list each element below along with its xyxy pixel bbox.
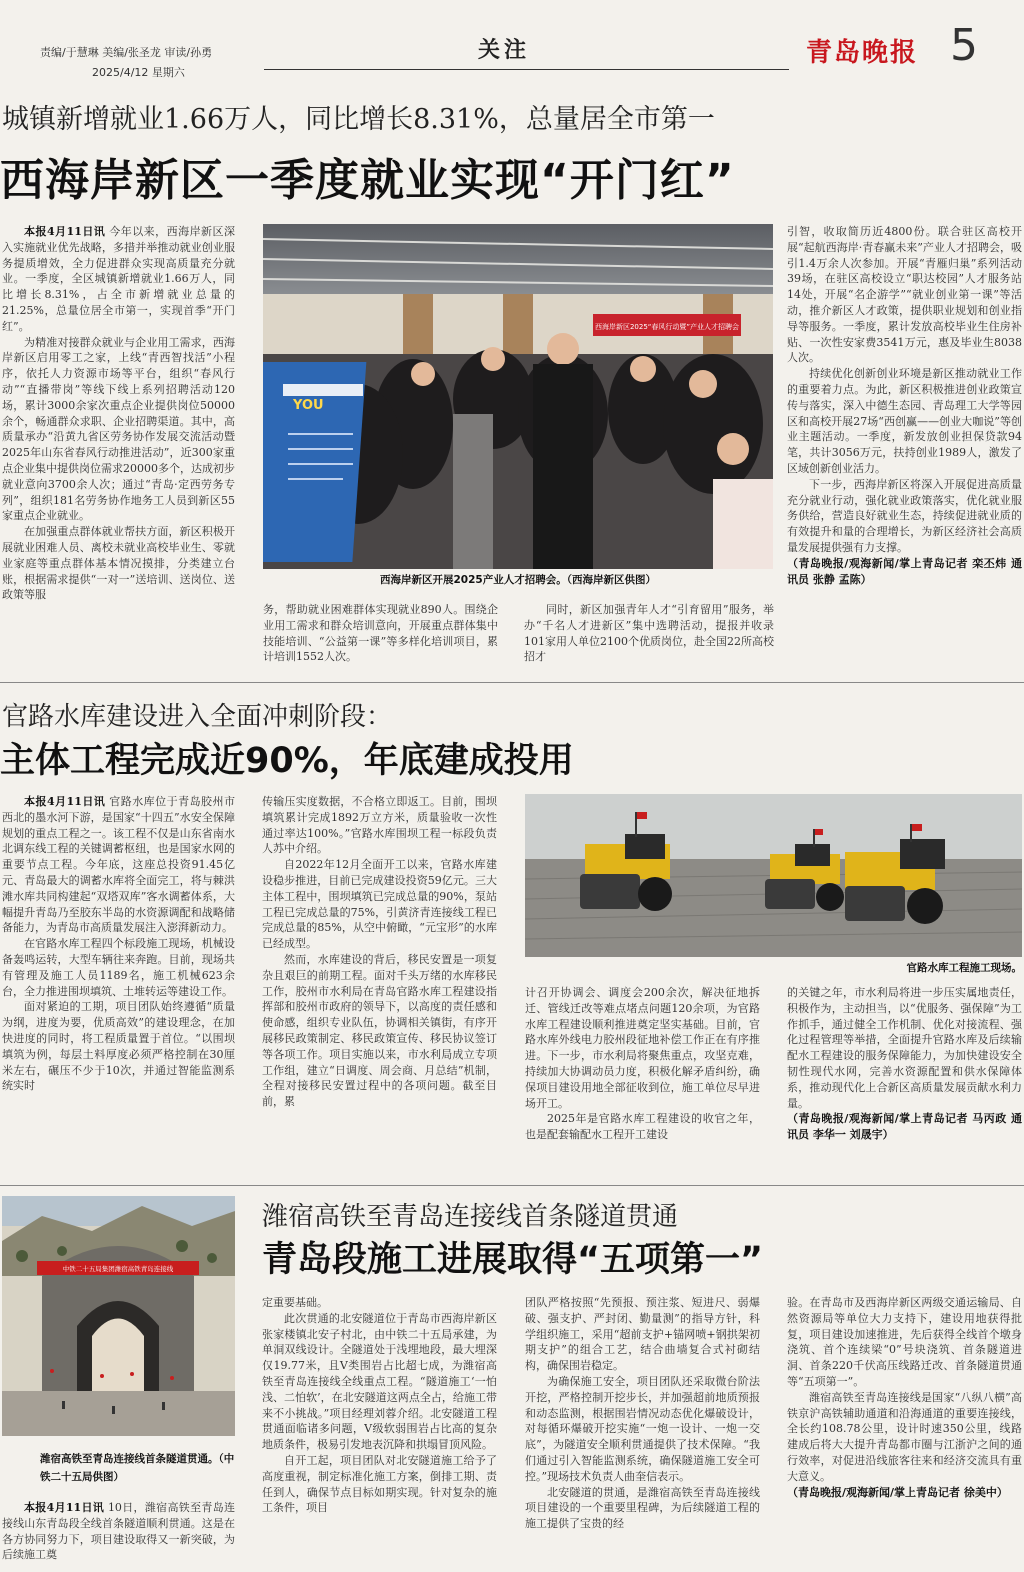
article1-kicker: 城镇新增就业1.66万人，同比增长8.31%，总量居全市第一 (2, 104, 715, 135)
article3-headline: 青岛段施工进展取得“五项第一” (262, 1240, 764, 1280)
job-fair-caption: 西海岸新区开展2025产业人才招聘会。（西海岸新区供图） (380, 574, 656, 586)
article2-byline: （青岛晚报/观海新闻/掌上青岛记者 马丙政 通讯员 李华一 刘晟宇） (787, 1112, 1022, 1142)
article1-column-3 (524, 602, 774, 670)
article1-paragraph: 务，帮助就业困难群体实现就业890人。围绕企业用工需求和群众培训意向，开展重点群体集中技能培训、“公益第一课”等多样化培训项目，累计培训1552人次。 (263, 603, 498, 664)
issue-date: 2025/4/12 星期六 (92, 66, 185, 79)
job-fair-photo (263, 224, 773, 569)
article3-column-2 (525, 1295, 760, 1572)
booth-banner-text: 西海岸新区2025“春风行动暨”产业人才招聘会 (594, 323, 740, 331)
article3-paragraph: 10日，潍宿高铁至青岛连接线山东青岛段全线首条隧道顺利贯通。这是在各方协同努力下，项目建设取得又一新突破，为后续施工奠 (2, 1501, 235, 1562)
article3-column-3 (787, 1295, 1022, 1572)
reservoir-construction-photo (525, 794, 1022, 957)
article2-column-4 (787, 985, 1022, 1175)
article1-paragraph: 在加强重点群体就业帮扶方面，新区积极开展就业困难人员、离校未就业高校毕业生、零就业家庭等重点群体基本情况摸排，分类建立台账，根据需求提供“一对一”送培训、送岗位、送政策等服 (2, 525, 235, 602)
article2-dateline: 本报4月11日讯 (24, 795, 106, 808)
article1-column-4 (787, 224, 1022, 672)
article2-column-2 (262, 794, 497, 1174)
page-number: 5 (950, 20, 978, 71)
article3-paragraph: 自开工起，项目团队对北安隧道施工给予了高度重视，制定标准化施工方案，倒排工期、责任到人，确保节点目标如期实现。针对复杂的施工条件，项目 (262, 1453, 497, 1515)
article3-paragraph: 团队严格按照“先预报、预注浆、短进尺、弱爆破、强支护、严封闭、勤量测”的指导方针，科学组织施工，采用“超前支护+锚网喷+钢拱架初期支护”的组合工艺，结合曲墙复合式衬砌结构，确保围岩稳定。 (525, 1296, 760, 1373)
article2-paragraph: 然而，水库建设的背后，移民安置是一项复杂且艰巨的前期工程。面对千头万绪的水库移民工作，胶州市水利局在青岛官路水库工程建设指挥部和胶州市政府的领导下，以高度的责任感和使命感，组织专业队伍，协调相关镇街，有序开展移民政策制定、移民政策宣传、移民协议签订等各项工作。项目实施以来，市水利局成立专项工作组，建立“日调度、周会商、月总结”机制，全程对接移民安置过程中的各项问题。截至目前，累 (262, 952, 497, 1109)
article1-column-1 (2, 224, 235, 670)
article2-kicker: 官路水库建设进入全面冲刺阶段： (2, 702, 393, 732)
article3-paragraph: 验。在青岛市及西海岸新区两级交通运输局、自然资源局等单位大力支持下，建设用地获得批复，项目建设加速推进，先后获得全线首个墩身浇筑、首个连续梁“0”号块浇筑、首条隧道进洞、首条220千伏高压线路迁改、首条隧道贯通等“五项第一”。 (787, 1296, 1022, 1388)
article1-paragraph: 引智，收取简历近4800份。联合驻区高校开展“起航西海岸·青春赢未来”产业人才招聘会，吸引1.4万余人次参加。开展“青雁归巢”系列活动39场，在驻区高校设立“职达校园”人才服务站14处，开展“名企游学”“就业创业第一课”等活动，推介新区人才政策，提供职业规划和创业指导等服务。一季度，累计发放高校毕业生住房补贴、一次性安家费3541万元，惠及毕业生8038人次。 (787, 225, 1022, 365)
article1-paragraph: 持续优化创新创业环境是新区推动就业工作的重要着力点。为此，新区积极推进创业政策宣传与落实，深入中德生态园、青岛理工大学等园区和高校开展27场“西创赢——创业大咖说”等创业主题活动。一季度，新发放创业担保贷款94笔，共计3056万元，扶持创业1989人，激发了区域创新创业活力。 (787, 367, 1022, 475)
article2-paragraph: 计召开协调会、调度会200余次，解决征地拆迁、管线迁改等难点堵点问题120余项，为官路水库工程建设顺利推进奠定坚实基础。目前，官路水库外线电力胶州段征地补偿工作正在有序推进。下一步，市水利局将聚焦重点，攻坚克难，持续加大协调动员力度，积极化解矛盾纠纷，确保项目建设用地全部征收到位，施工单位尽早进场开工。 (525, 986, 760, 1110)
article3-paragraph: 定重要基础。 (262, 1296, 328, 1309)
article1-column-2 (263, 602, 498, 670)
header-rule (264, 69, 789, 70)
tunnel-photo (2, 1196, 235, 1436)
article2-paragraph: 在官路水库工程四个标段施工现场，机械设备轰鸣运转，大型车辆往来奔跑。目前，现场共有管理及施工人员1189名，施工机械623余台，全力推进围坝填筑、土堆转运等建设工作。 (2, 937, 235, 998)
article-divider (0, 1185, 1024, 1186)
article1-dateline: 本报4月11日讯 (24, 225, 106, 238)
article3-paragraph: 潍宿高铁至青岛连接线是国家“八纵八横”高铁京沪高铁辅助通道和沿海通道的重要连接线，全长约108.78公里，设计时速350公里，线路建成后将大大提升青岛都市圈与江浙沪之间的通行效率，对促进沿线旅客往来和经济交流具有重大意义。 (787, 1390, 1022, 1483)
article3-paragraph: 为确保施工安全，项目团队还采取微台阶法开挖，严格控制开挖步长，并加强超前地质预报和动态监测，根据围岩情况动态优化爆破设计，对每循环爆破开挖实施“一炮一设计、一炮一交底”，为隧道安全顺利贯通提供了技术保障。“我们通过引入智能监测系统，确保隧道施工安全可控。”现场技术负责人曲奎信表示。 (525, 1374, 760, 1483)
article1-paragraph: 下一步，西海岸新区将深入开展促进高质量充分就业行动，强化就业政策落实，优化就业服务供给，营造良好就业生态，持续促进就业质的有效提升和量的合理增长，为新区经济社会高质量发展提供强有力支撑。 (787, 477, 1022, 554)
standee-text: YOU (293, 398, 324, 413)
article3-column-1 (262, 1295, 497, 1572)
article2-paragraph: 2025年是官路水库工程建设的收官之年，也是配套输配水工程开工建设 (525, 1112, 760, 1142)
article1-paragraph: 同时，新区加强青年人才“引育留用”服务，举办“千名人才进新区”集中选聘活动，提报并收录101家用人单位2100个优质岗位，赴全国22所高校招才 (524, 603, 774, 664)
article3-column-0 (2, 1500, 235, 1570)
tunnel-photo-caption: 潍宿高铁至青岛连接线首条隧道贯通。（中铁二十五局供图） (40, 1453, 235, 1483)
article1-byline: （青岛晚报/观海新闻/掌上青岛记者 栾丕炜 通讯员 张静 孟陈） (787, 556, 1022, 586)
article3-dateline: 本报4月11日讯 (24, 1501, 105, 1514)
article3-byline: （青岛晚报/观海新闻/掌上青岛记者 徐美中） (787, 1485, 1008, 1499)
article2-column-1 (2, 794, 235, 1174)
newspaper-logo: 青岛晚报 (806, 38, 919, 68)
article2-paragraph: 官路水库位于青岛胶州市西北的墨水河下游，是国家“十四五”水安全保障规划的重点工程之一。该工程不仅是山东省南水北调东线工程的关键调蓄枢纽，也是国家水网的重要节点工程。今年底，这座总投资91.45亿元、青岛最大的调蓄水库将全面完工，将与棘洪滩水库共同构建起“双塔双库”客水调蓄体系，大幅提升青岛乃至胶东半岛的水资源调配和战略储备能力，为青岛市高质量发展注入澎湃新动力。 (2, 795, 235, 935)
section-title: 关注 (478, 38, 531, 63)
article2-paragraph: 自2022年12月全面开工以来，官路水库建设稳步推进，目前已完成建设投资59亿元。三大主体工程中，围坝填筑已完成总量的90%，泵站工程已完成总量的75%，引黄济青连接线工程已完成总量的85%，从空中俯瞰，“元宝形”的水库已经成型。 (262, 858, 497, 951)
article3-paragraph: 此次贯通的北安隧道位于青岛市西海岸新区张家楼镇北安子村北，由中铁二十五局承建，为单洞双线设计。全隧道处于浅埋地段，最大埋深仅19.77米，且V类围岩占比超七成，为潍宿高铁至青岛连接线全线重点工程。“隧道施工‘一怕浅、二怕软’，在北安隧道这两点全占，给施工带来不小挑战。”项目经理刘蓉介绍。北安隧道工程贯通面临诸多问题，V级软弱围岩占比高的复杂地质条件，极易引发地表沉降和拱塌冒顶风险。 (262, 1311, 497, 1452)
article2-paragraph: 面对紧迫的工期，项目团队始终遵循“质量为纲，进度为要，优质高效”的建设理念，在加快进度的同时，将工程质量置于首位。“以围坝填筑为例，每层土料厚度必须严格控制在30厘米左右，碾压不少于10次，并通过智能监测系统实时 (2, 1000, 235, 1093)
article2-column-3 (525, 985, 760, 1175)
article3-kicker: 潍宿高铁至青岛连接线首条隧道贯通 (262, 1202, 679, 1232)
editors-line: 责编/于慧琳 美编/张圣龙 审读/孙勇 (40, 46, 213, 59)
article-divider (0, 682, 1024, 683)
article1-headline: 西海岸新区一季度就业实现“开门红” (0, 155, 735, 206)
article2-paragraph: 传输压实度数据，不合格立即返工。目前，围坝填筑累计完成1892万立方米，质量验收一次性通过率达100%。”官路水库围坝工程一标段负责人苏中介绍。 (262, 795, 497, 856)
article1-paragraph: 为精准对接群众就业与企业用工需求，西海岸新区启用零工之家，上线“青西智找活”小程序，依托人力资源市场等平台，组织“春风行动”“直播带岗”等线下线上系列招聘活动120场，累计3000余家次重点企业提供岗位50000余个，畅通群众求职、企业招聘渠道。其中，高质量承办“沿黄九省区劳务协作发展交流活动暨2025年山东省春风行动推进活动”，近300家重点企业集中提供岗位需求20000多个，达成初步就业意向3700余人次；通过“青岛·定西劳务专列”，组织181名劳务协作地务工人员到新区55家重点企业就业。 (2, 335, 235, 523)
article2-paragraph: 的关键之年，市水利局将进一步压实属地责任，积极作为，主动担当，以“优服务、强保障”为工作抓手，通过健全工作机制、优化对接流程、强化过程管理等举措，全面提升官路水库及后续输配水工程建设的服务保障能力，为加快建设安全韧性现代水网，完善水资源配置和供水保障体系，推动现代化上合新区高质量发展贡献水利力量。 (787, 986, 1022, 1110)
article2-headline: 主体工程完成近90%，年底建成投用 (0, 741, 574, 781)
tunnel-banner-text: 中铁二十五局集团潍宿高铁青岛连接线 (62, 1265, 174, 1273)
reservoir-photo-caption: 官路水库工程施工现场。 (906, 962, 1022, 974)
article1-paragraph: 今年以来，西海岸新区深入实施就业优先战略，多措并举推动就业创业服务提质增效，全力促进群众实现高质量充分就业。一季度，全区城镇新增就业1.66万人，同比增长8.31%，占全市新增就业总量的21.25%，总量位居全市第一，实现首季“开门红”。 (2, 225, 235, 333)
article3-paragraph: 北安隧道的贯通，是潍宿高铁至青岛连接线项目建设的一个重要里程碑，为后续隧道工程的施工提供了宝贵的经 (525, 1485, 760, 1531)
